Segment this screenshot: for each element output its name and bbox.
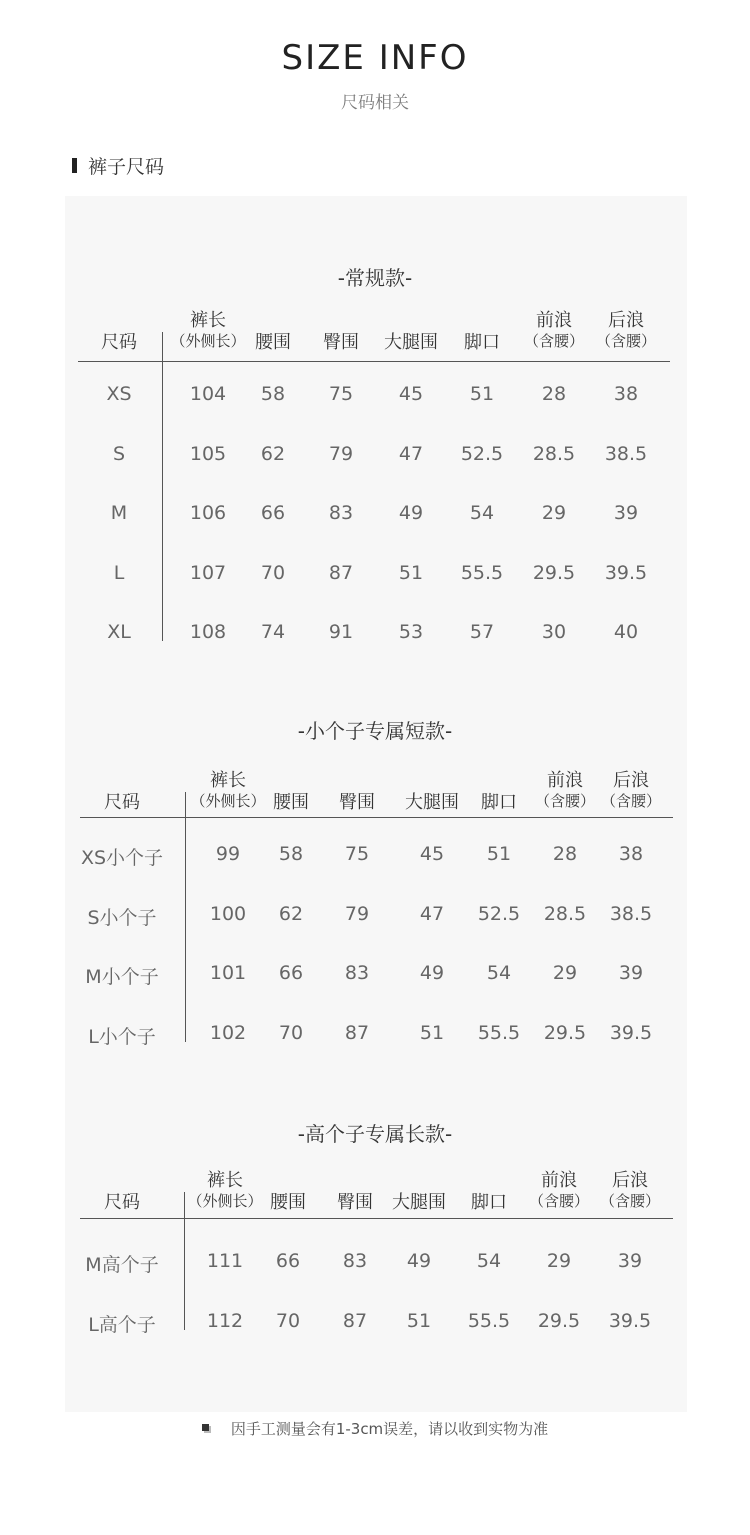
size-label-cell: M高个子	[85, 1254, 159, 1276]
measurement-cell: 107	[189, 561, 227, 584]
measurement-cell: 55.5	[477, 1021, 521, 1044]
note-text: 因手工测量会有1-3cm误差，请以收到实物为准	[230, 1420, 549, 1438]
measurement-cell: 38.5	[604, 442, 648, 465]
measurement-cell: 79	[328, 442, 354, 465]
measurement-cell: 45	[419, 843, 445, 865]
measurement-cell: 55.5	[460, 561, 504, 584]
measurement-cell: 49	[398, 502, 424, 524]
section-bar-icon	[72, 158, 77, 173]
measurement-cell: 29.5	[537, 1310, 581, 1332]
column-header: 臀围	[339, 792, 375, 813]
column-header-top: 裤长	[207, 1170, 243, 1191]
size-label-cell: L	[113, 561, 125, 584]
column-header: 尺码	[104, 792, 140, 813]
page-subtitle: 尺码相关	[341, 93, 409, 113]
measurement-cell: 66	[275, 1250, 301, 1272]
measurement-cell: 49	[406, 1250, 432, 1272]
measurement-cell: 100	[209, 902, 247, 925]
measurement-cell: 74	[260, 621, 286, 643]
size-label-cell: S	[112, 442, 126, 465]
measurement-cell: 75	[344, 843, 370, 865]
column-header: 大腿围	[405, 792, 459, 813]
size-label-cell: XL	[107, 621, 131, 643]
measurement-cell: 112	[206, 1310, 244, 1332]
column-header: （含腰）	[528, 1192, 590, 1210]
measurement-cell: 39.5	[609, 1021, 653, 1044]
measurement-cell: 28.5	[532, 442, 576, 465]
measurement-cell: 55.5	[467, 1310, 511, 1332]
measurement-cell: 66	[278, 962, 304, 984]
measurement-cell: 29	[546, 1250, 572, 1272]
column-header: 臀围	[337, 1192, 373, 1213]
measurement-cell: 28	[552, 843, 578, 865]
section-label	[72, 152, 164, 179]
header-divider	[80, 817, 673, 818]
column-header: 腰围	[270, 1192, 306, 1213]
measurement-cell: 58	[260, 383, 286, 405]
measurement-cell: 29.5	[532, 561, 576, 584]
measurement-cell: 99	[215, 843, 241, 865]
measurement-cell: 66	[260, 502, 286, 524]
measurement-cell: 70	[278, 1021, 304, 1044]
measurement-cell: 70	[275, 1310, 301, 1332]
measurement-cell: 38	[613, 383, 639, 405]
column-header-top: 后浪	[613, 770, 649, 791]
column-header: （含腰）	[599, 1192, 661, 1210]
column-header: （含腰）	[600, 792, 662, 810]
measurement-cell: 51	[486, 843, 512, 865]
column-header: 尺码	[101, 332, 137, 353]
measurement-cell: 49	[419, 962, 445, 984]
measurement-cell: 29	[552, 962, 578, 984]
measurement-cell: 79	[344, 902, 370, 925]
page-title: SIZE INFO	[281, 38, 469, 78]
column-header-top: 后浪	[612, 1170, 648, 1191]
column-header-top: 裤长	[210, 770, 246, 791]
measurement-cell: 51	[398, 561, 424, 584]
measurement-cell: 39.5	[608, 1310, 652, 1332]
size-label-cell: XS小个子	[80, 847, 164, 869]
column-header: （外侧长）	[170, 332, 246, 350]
column-header: （外侧长）	[190, 792, 266, 810]
measurement-cell: 87	[328, 561, 354, 584]
measurement-cell: 53	[398, 621, 424, 643]
measurement-cell: 83	[328, 502, 354, 524]
column-header: 大腿围	[392, 1192, 446, 1213]
measurement-cell: 28	[541, 383, 567, 405]
measurement-cell: 102	[209, 1021, 247, 1044]
measurement-cell: 75	[328, 383, 354, 405]
column-header: 脚口	[471, 1192, 507, 1213]
note-square-icon	[202, 1424, 209, 1431]
column-header: 臀围	[323, 332, 359, 353]
measurement-cell: 52.5	[460, 442, 504, 465]
column-header: 大腿围	[384, 332, 438, 353]
measurement-cell: 51	[419, 1021, 445, 1044]
measurement-cell: 51	[406, 1310, 432, 1332]
size-label-cell: XS	[106, 383, 132, 405]
table-title: -高个子专属长款-	[297, 1122, 453, 1146]
table-title: -小个子专属短款-	[297, 719, 453, 743]
measurement-cell: 108	[189, 621, 227, 643]
measurement-cell: 45	[398, 383, 424, 405]
measurement-cell: 91	[328, 621, 354, 643]
measurement-cell: 104	[189, 383, 227, 405]
size-label-cell: L小个子	[88, 1025, 156, 1048]
header-divider	[78, 361, 670, 362]
column-header-top: 前浪	[547, 770, 583, 791]
measurement-cell: 29.5	[543, 1021, 587, 1044]
column-divider	[185, 792, 186, 1042]
measurement-cell: 39	[617, 1250, 643, 1272]
table-title: -常规款-	[337, 266, 413, 290]
size-label-cell: L高个子	[88, 1314, 156, 1336]
measurement-cell: 83	[344, 962, 370, 984]
measurement-cell: 38	[618, 843, 644, 865]
column-header: 腰围	[273, 792, 309, 813]
column-header-top: 前浪	[536, 310, 572, 331]
measurement-cell: 39	[618, 962, 644, 984]
measurement-cell: 51	[469, 383, 495, 405]
size-label-cell: M小个子	[85, 966, 159, 988]
measurement-cell: 111	[206, 1250, 244, 1272]
measurement-cell: 30	[541, 621, 567, 643]
measurement-cell: 38.5	[609, 902, 653, 925]
measurement-cell: 106	[189, 502, 227, 524]
measurement-cell: 101	[209, 962, 247, 984]
column-header-top: 前浪	[541, 1170, 577, 1191]
measurement-cell: 40	[613, 621, 639, 643]
column-header: （含腰）	[523, 332, 585, 350]
column-header: 脚口	[481, 792, 517, 813]
measurement-cell: 47	[398, 442, 424, 465]
measurement-cell: 105	[189, 442, 227, 465]
measurement-cell: 87	[342, 1310, 368, 1332]
measurement-note	[0, 1418, 750, 1439]
measurement-cell: 70	[260, 561, 286, 584]
column-header: 尺码	[104, 1192, 140, 1213]
measurement-cell: 62	[260, 442, 286, 465]
measurement-cell: 54	[486, 962, 512, 984]
measurement-cell: 62	[278, 902, 304, 925]
column-header: 腰围	[255, 332, 291, 353]
column-divider	[162, 332, 163, 641]
section-label-text: 裤子尺码	[88, 156, 165, 178]
header-divider	[80, 1218, 673, 1219]
measurement-cell: 47	[419, 902, 445, 925]
column-header: （外侧长）	[187, 1192, 263, 1210]
measurement-cell: 39	[613, 502, 639, 524]
measurement-cell: 28.5	[543, 902, 587, 925]
measurement-cell: 87	[344, 1021, 370, 1044]
measurement-cell: 54	[476, 1250, 502, 1272]
measurement-cell: 58	[278, 843, 304, 865]
column-header-top: 后浪	[608, 310, 644, 331]
column-divider	[184, 1192, 185, 1330]
column-header: （含腰）	[595, 332, 657, 350]
size-label-cell: S小个子	[87, 906, 157, 929]
measurement-cell: 83	[342, 1250, 368, 1272]
column-header: （含腰）	[534, 792, 596, 810]
measurement-cell: 57	[469, 621, 495, 643]
measurement-cell: 29	[541, 502, 567, 524]
column-header-top: 裤长	[190, 310, 226, 331]
measurement-cell: 39.5	[604, 561, 648, 584]
size-label-cell: M	[110, 502, 128, 524]
column-header: 脚口	[464, 332, 500, 353]
measurement-cell: 54	[469, 502, 495, 524]
measurement-cell: 52.5	[477, 902, 521, 925]
